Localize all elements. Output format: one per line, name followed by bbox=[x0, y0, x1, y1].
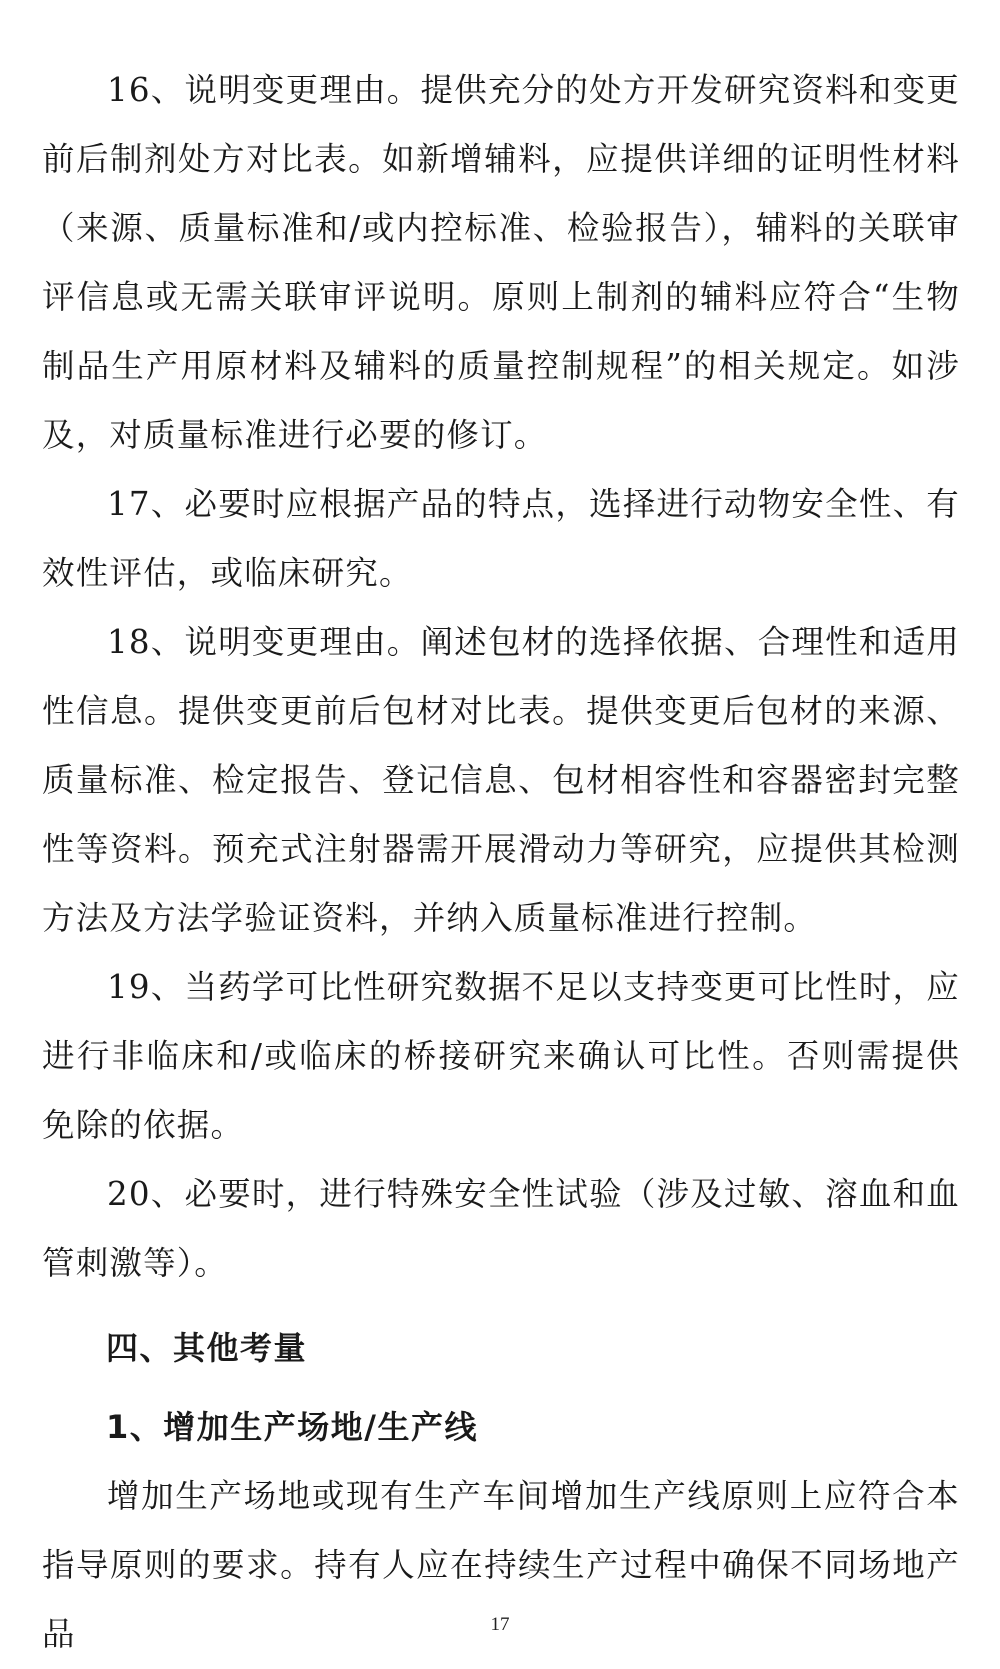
section-heading: 四、其他考量 bbox=[106, 1329, 308, 1367]
paragraph-16: 16、说明变更理由。提供充分的处方开发研究资料和变更前后制剂处方对比表。如新增辅料，应提供详细的证明性材料（来源、质量标准和/或内控标准、检验报告），辅料的关联审评信息或无需关联审评说明。原则上制剂的辅料应符合“生物制品生产用原材料及辅料的质量控制规程”的相关规定。如涉及，对质量标准进行必要的修订。 bbox=[42, 71, 960, 454]
document-page bbox=[42, 56, 960, 1669]
paragraph-17: 17、必要时应根据产品的特点，选择进行动物安全性、有效性评估，或临床研究。 bbox=[42, 485, 960, 592]
page-number: 17 bbox=[490, 1614, 510, 1635]
subsection-body: 增加生产场地或现有生产车间增加生产线原则上应符合本指导原则的要求。持有人应在持续生产过程中确保不同场地产品 bbox=[42, 1477, 960, 1653]
subsection-heading: 1、增加生产场地/生产线 bbox=[106, 1408, 478, 1446]
paragraph-19: 19、当药学可比性研究数据不足以支持变更可比性时，应进行非临床和/或临床的桥接研究来确认可比性。否则需提供免除的依据。 bbox=[42, 968, 960, 1144]
paragraph-20: 20、必要时，进行特殊安全性试验（涉及过敏、溶血和血管刺激等）。 bbox=[42, 1175, 960, 1282]
paragraph-18: 18、说明变更理由。阐述包材的选择依据、合理性和适用性信息。提供变更前后包材对比表。提供变更后包材的来源、质量标准、检定报告、登记信息、包材相容性和容器密封完整性等资料。预充式注射器需开展滑动力等研究，应提供其检测方法及方法学验证资料，并纳入质量标准进行控制。 bbox=[42, 623, 960, 937]
